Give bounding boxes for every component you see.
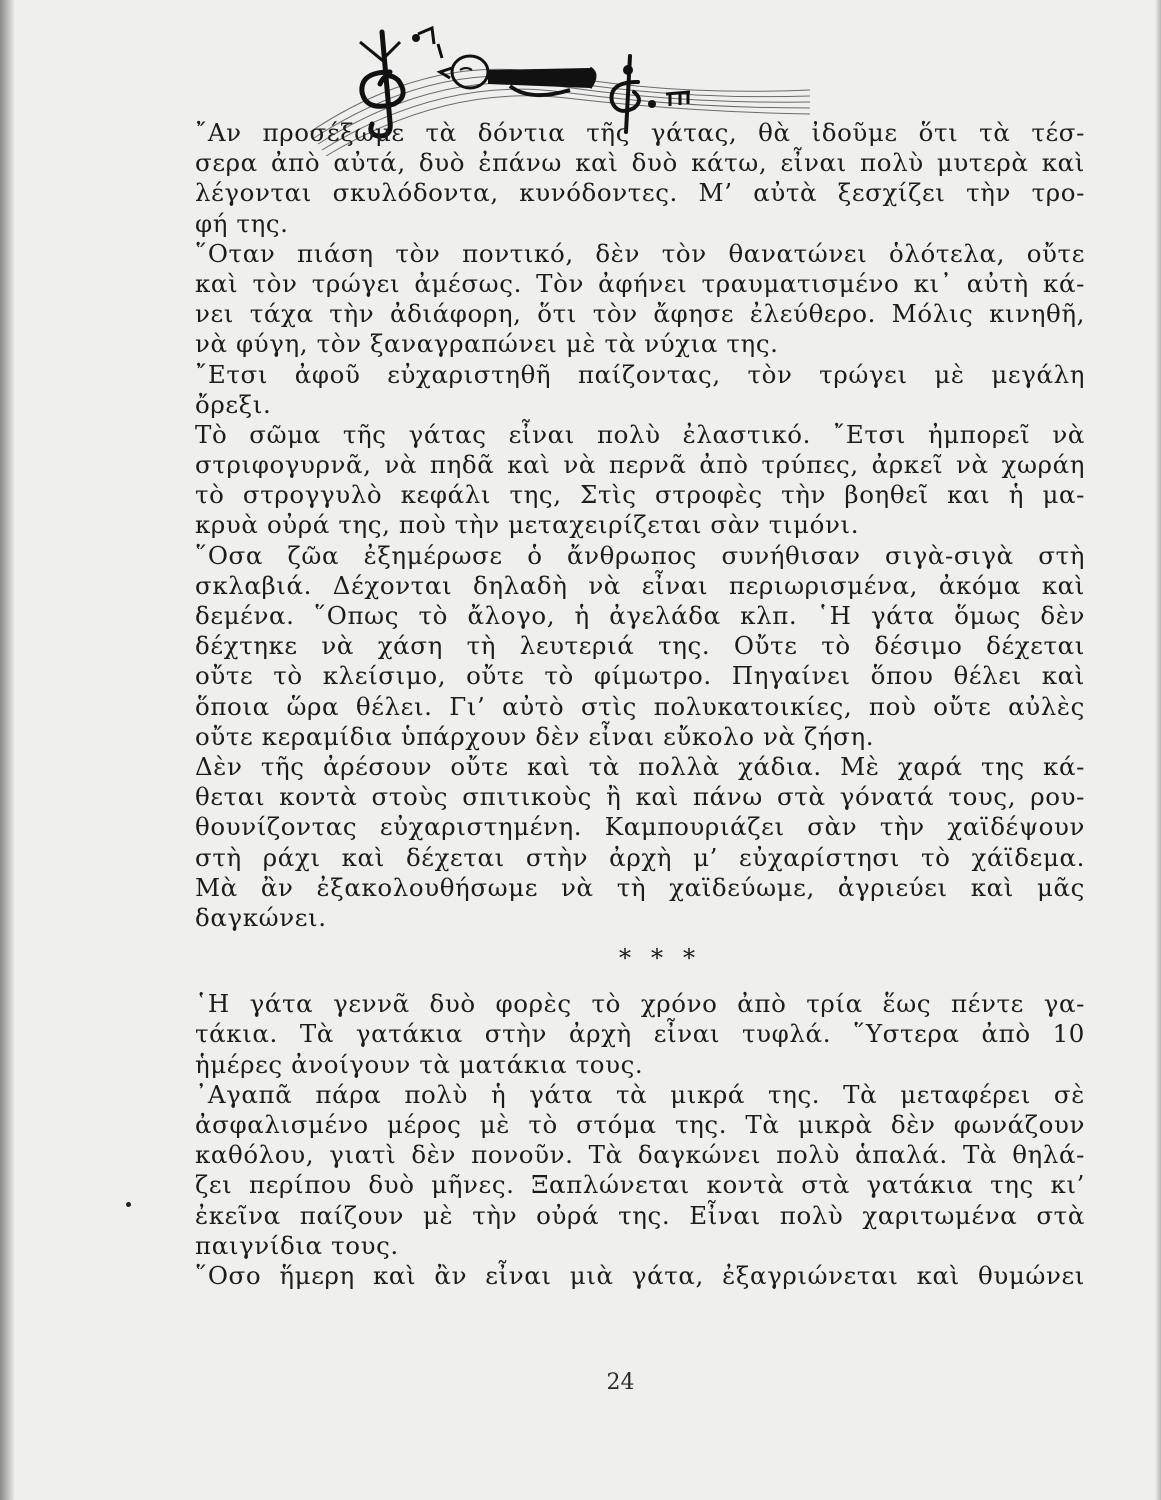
text-line: ὅποια ὥρα θέλει. Γι’ αὐτὸ στὶς πολυκατοικίες, ποὺ οὔτε αὐλὲς bbox=[195, 691, 1085, 721]
text-line: κρυὰ οὐρά της, ποὺ τὴν μεταχειρίζεται σὰν τιμόνι. bbox=[195, 510, 860, 540]
text-line: παιγνίδια τους. bbox=[195, 1230, 399, 1260]
text-line: ὄρεξι. bbox=[195, 389, 272, 419]
text-line: φή της. bbox=[195, 208, 289, 238]
text-line: ῎Αν προσέξωμε τὰ δόντια τῆς γάτας, θὰ ἰδοῦμε ὅτι τὰ τέσ- bbox=[195, 118, 1085, 147]
text-line: σκλαβιά. Δέχονται δηλαδὴ νὰ εἶναι περιωρισμένα, ἀκόμα καὶ bbox=[195, 570, 1085, 600]
text-line: Δὲν τῆς ἀρέσουν οὔτε καὶ τὰ πολλὰ χάδια. Μὲ χαρά της κά- bbox=[195, 751, 1085, 781]
text-line: στὴ ράχι καὶ δέχεται στὴν ἀρχὴ μ’ εὐχαρίστησι τὸ χάϊδεμα. bbox=[195, 842, 1085, 872]
text-line: δεμένα. ῞Οπως τὸ ἄλογο, ἡ ἀγελάδα κλπ. ῾Η γάτα ὅμως δὲν bbox=[195, 601, 1085, 630]
text-line: ᾽Αγαπᾶ πάρα πολὺ ἡ γάτα τὰ μικρά της. Τὰ μεταφέρει σὲ bbox=[195, 1079, 1085, 1109]
ink-speck bbox=[126, 1202, 131, 1207]
text-line: ἡμέρες ἀνοίγουν τὰ ματάκια τους. bbox=[195, 1049, 644, 1079]
text-line: λέγονται σκυλόδοντα, κυνόδοντες. Μ’ αὐτὰ ξεσχίζει τὴν τρο- bbox=[195, 178, 1085, 208]
text-line: ῞Οταν πιάση τὸν ποντικό, δὲν τὸν θανατώνει ὁλότελα, οὔτε bbox=[195, 238, 1085, 268]
text-line: στριφογυρνᾶ, νὰ πηδᾶ καὶ νὰ περνᾶ ἀπὸ τρύπες, ἀρκεῖ νὰ χωράη bbox=[195, 450, 1085, 480]
paragraph-group-before bbox=[195, 118, 1085, 933]
text-line: οὔτε κεραμίδια ὑπάρχουν δὲν εἶναι εὔκολο νὰ ζήση. bbox=[195, 721, 875, 751]
text-line: νὰ φύγη, τὸν ξαναγραπώνει μὲ τὰ νύχια της. bbox=[195, 329, 779, 359]
text-line: νει τάχα τὴν ἀδιάφορη, ὅτι τὸν ἄφησε ἐλεύθερο. Μόλις κινηθῆ, bbox=[195, 299, 1085, 329]
text-line: θεται κοντὰ στοὺς σπιτικοὺς ἢ καὶ πάνω στὰ γόνατά τους, ρου- bbox=[195, 782, 1085, 812]
page-binding-shadow bbox=[0, 0, 14, 1500]
text-line: ῾Η γάτα γεννᾶ δυὸ φορὲς τὸ χρόνο ἀπὸ τρία ἕως πέντε γα- bbox=[195, 989, 1085, 1019]
text-line: σερα ἀπὸ αὐτά, δυὸ ἐπάνω καὶ δυὸ κάτω, εἶναι πολὺ μυτερὰ καὶ bbox=[195, 148, 1085, 178]
text-line: θουνίζοντας εὐχαριστημένη. Καμπουριάζει σὰν τὴν χαϊδέψουν bbox=[195, 812, 1085, 842]
text-line: ζει περίπου δυὸ μῆνες. Ξαπλώνεται κοντὰ στὰ γατάκια της κι’ bbox=[195, 1170, 1085, 1200]
text-line: δαγκώνει. bbox=[195, 902, 327, 932]
text-line: ῎Ετσι ἀφοῦ εὐχαριστηθῆ παίζοντας, τὸν τρώγει μὲ μεγάλη bbox=[195, 359, 1085, 389]
section-separator: * * * bbox=[618, 943, 702, 973]
text-line: ῞Οσο ἥμερη καὶ ἂν εἶναι μιὰ γάτα, ἐξαγριώνεται καὶ θυμώνει bbox=[195, 1260, 1085, 1290]
text-line: Τὸ σῶμα τῆς γάτας εἶναι πολὺ ἐλαστικό. ῎Ετσι ἠμπορεῖ νὰ bbox=[195, 419, 1085, 449]
text-line: τὸ στρογγυλὸ κεφάλι της, Στὶς στροφὲς τὴν βοηθεῖ και ἡ μα- bbox=[195, 480, 1085, 510]
text-line: τάκια. Τὰ γατάκια στὴν ἀρχὴ εἶναι τυφλά. ῞Υστερα ἀπὸ 10 bbox=[195, 1019, 1085, 1049]
text-line: οὔτε τὸ κλείσιμο, οὔτε τὸ φίμωτρο. Πηγαίνει ὅπου θέλει καὶ bbox=[195, 661, 1085, 691]
page-number: 24 bbox=[606, 1370, 635, 1395]
text-line: ῞Οσα ζῶα ἐξημέρωσε ὁ ἄνθρωπος συνήθισαν σιγὰ-σιγὰ στὴ bbox=[195, 540, 1085, 570]
body-text bbox=[195, 118, 1085, 1291]
text-line: Μὰ ἂν ἐξακολουθήσωμε νὰ τὴ χαϊδεύωμε, ἀγριεύει καὶ μᾶς bbox=[195, 872, 1085, 902]
text-line: ἀσφαλισμένο μέρος μὲ τὸ στόμα της. Τὰ μικρὰ δὲν φωνάζουν bbox=[195, 1110, 1085, 1139]
text-line: ἐκεῖνα παίζουν μὲ τὴν οὐρά της. Εἶναι πολὺ χαριτωμένα στὰ bbox=[195, 1200, 1085, 1230]
text-line: καὶ τὸν τρώγει ἀμέσως. Τὸν ἀφήνει τραυματισμένο κι᾽ αὐτὴ κά- bbox=[195, 268, 1085, 298]
page-edge-shadow bbox=[1155, 0, 1161, 1500]
paragraph-group-after bbox=[195, 989, 1085, 1291]
text-line: καθόλου, γιατὶ δὲν πονοῦν. Τὰ δαγκώνει πολὺ ἁπαλά. Τὰ θηλά- bbox=[195, 1140, 1085, 1170]
text-line: δέχτηκε νὰ χάση τὴ λευτεριά της. Οὔτε τὸ δέσιμο δέχεται bbox=[195, 631, 1085, 661]
